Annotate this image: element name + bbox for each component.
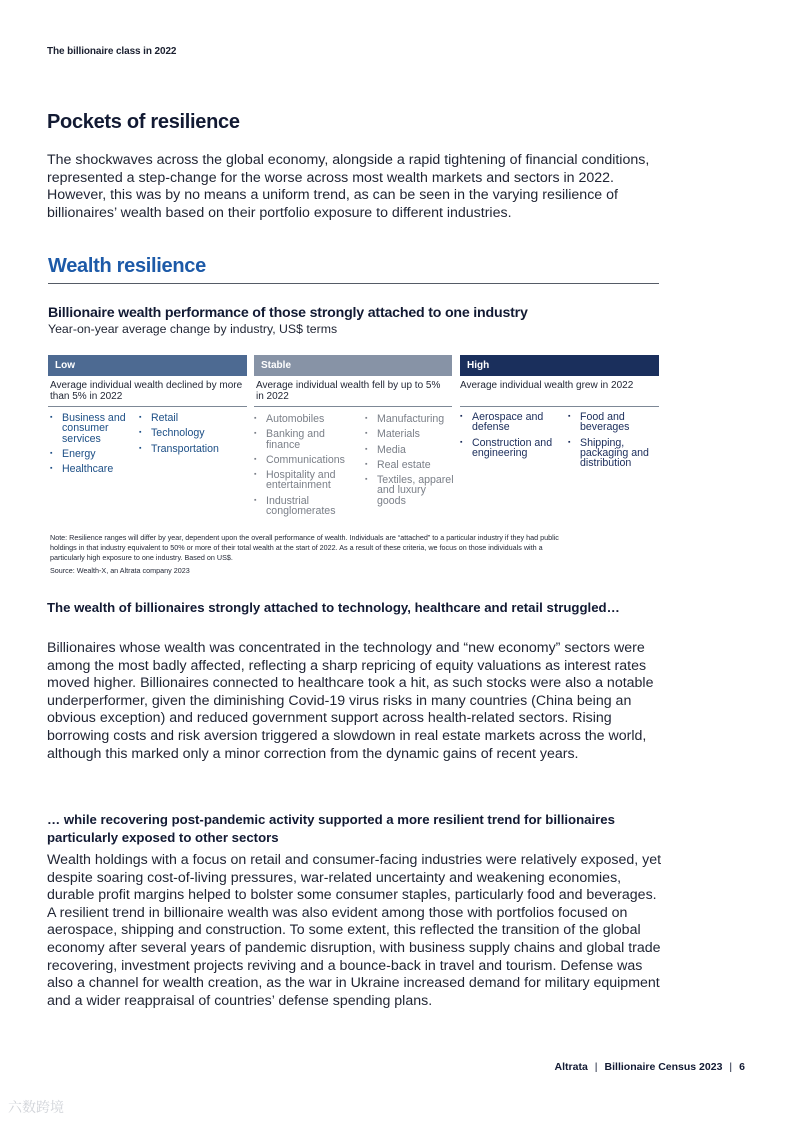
footer-brand: Altrata xyxy=(554,1061,588,1073)
industry-item: ▪ Materials xyxy=(365,429,455,439)
industry-item: ▪ Hospitality and entertainment xyxy=(254,470,346,491)
subsection-heading-1: The wealth of billionaires strongly attached to technology, healthcare and retail struggled… xyxy=(47,600,620,615)
industry-list-high-a xyxy=(460,412,560,463)
intro-paragraph: The shockwaves across the global economy, alongside a rapid tightening of financial conditions, represented a step-change for the worse across most wealth markets and sectors in 2022. However, this was by no means a uniform trend, as can be seen in the varying resilience of billionaires’ wealth based on their portfolio exposure to different industries. xyxy=(47,152,650,221)
industry-item: ▪ Banking and finance xyxy=(254,429,346,450)
figure-title: Billionaire wealth performance of those strongly attached to one industry xyxy=(48,305,528,321)
footer-separator: | xyxy=(594,1061,598,1073)
industry-list-low-a xyxy=(50,413,130,479)
footer-publication: Billionaire Census 2023 xyxy=(604,1061,723,1073)
industry-item: ▪ Communications xyxy=(254,455,346,465)
industry-item: ▪ Manufacturing xyxy=(365,414,455,424)
figure-source: Source: Wealth-X, an Altrata company 2023 xyxy=(50,566,190,575)
column-rule-low xyxy=(48,406,247,407)
industry-item: ▪ Technology xyxy=(139,428,239,438)
watermark: 六数跨境 xyxy=(8,1099,64,1115)
industry-item: ▪ Business and consumer services xyxy=(50,413,130,444)
industry-item: ▪ Transportation xyxy=(139,444,239,454)
figure-heading: Wealth resilience xyxy=(48,255,206,277)
column-header-high: High xyxy=(460,355,659,376)
figure-subtitle: Year-on-year average change by industry, US$ terms xyxy=(48,322,338,336)
subsection-body-1: Billionaires whose wealth was concentrated in the technology and “new economy” sectors were among the most badly affected, reflecting a sharp repricing of equity valuations as interest rates moved higher. Billionaires connected to healthcare took a hit, as such stocks were also a notable underperformer, given the diminishing Covid-19 virus risks in many countries (China being an obvious exception) and reduced government support across health-related sectors. Rising borrowing costs and risk aversion triggered a slowdown in real estate markets across the world, although this marked only a minor correction from the dynamic gains of recent years. xyxy=(47,640,654,762)
section-title: Pockets of resilience xyxy=(47,111,240,133)
industry-list-stable-b xyxy=(365,414,455,511)
footer-separator: | xyxy=(729,1061,733,1073)
industry-list-low-b xyxy=(139,413,239,459)
column-description-stable: Average individual wealth fell by up to 5% in 2022 xyxy=(256,380,441,403)
figure-heading-rule xyxy=(48,283,659,284)
subsection-body-2: Wealth holdings with a focus on retail and consumer-facing industries were relatively exposed, yet despite soaring cost-of-living pressures, war-related uncertainty and weakening economies, durable profit margins helped to bolster some consumer staples, particularly food and beverages. A resilient trend in billionaire wealth was also evident among those with portfolios focused on aerospace, shipping and construction. To some extent, this reflected the transition of the global economy after several years of pandemic disruption, with business supply chains and global trade recovering, investment projects reviving and a bounce-back in travel and tourism. Defense was also a channel for wealth creation, as the war in Ukraine increased demand for military equipment and a wider reappraisal of countries’ defense spending plans. xyxy=(47,852,662,1009)
industry-item: ▪ Media xyxy=(365,445,455,455)
industry-item: ▪ Textiles, apparel and luxury goods xyxy=(365,475,455,506)
column-rule-high xyxy=(460,406,659,407)
column-rule-stable xyxy=(254,406,452,407)
page-footer xyxy=(555,1061,745,1073)
industry-item: ▪ Energy xyxy=(50,449,130,459)
industry-list-high-b xyxy=(568,412,660,473)
column-header-stable: Stable xyxy=(254,355,452,376)
industry-item: ▪ Real estate xyxy=(365,460,455,470)
industry-item: ▪ Industrial conglomerates xyxy=(254,496,346,517)
running-head: The billionaire class in 2022 xyxy=(47,46,177,57)
column-description-high: Average individual wealth grew in 2022 xyxy=(460,380,634,391)
industry-list-stable-a xyxy=(254,414,346,521)
industry-item: ▪ Construction and engineering xyxy=(460,438,560,459)
industry-item: ▪ Shipping, packaging and distribution xyxy=(568,438,660,469)
industry-item: ▪ Retail xyxy=(139,413,239,423)
figure-note: Note: Resilience ranges will differ by year, dependent upon the overall performance of wealth. Individuals are “attached” to a particular industry if they had public holdings in that industry equivalent to 50% or more of their total wealth at the start of 2022. As a result of these criteria, we focus on those individuals with a particularly high exposure to one industry. Based on US$. xyxy=(50,533,559,563)
column-description-low: Average individual wealth declined by more than 5% in 2022 xyxy=(50,380,243,403)
industry-item: ▪ Healthcare xyxy=(50,464,130,474)
footer-page-number: 6 xyxy=(739,1061,745,1073)
industry-item: ▪ Aerospace and defense xyxy=(460,412,560,433)
column-header-low: Low xyxy=(48,355,247,376)
industry-item: ▪ Automobiles xyxy=(254,414,346,424)
subsection-heading-2: … while recovering post-pandemic activity supported a more resilient trend for billionaires particularly exposed to other sectors xyxy=(47,812,615,845)
industry-item: ▪ Food and beverages xyxy=(568,412,660,433)
